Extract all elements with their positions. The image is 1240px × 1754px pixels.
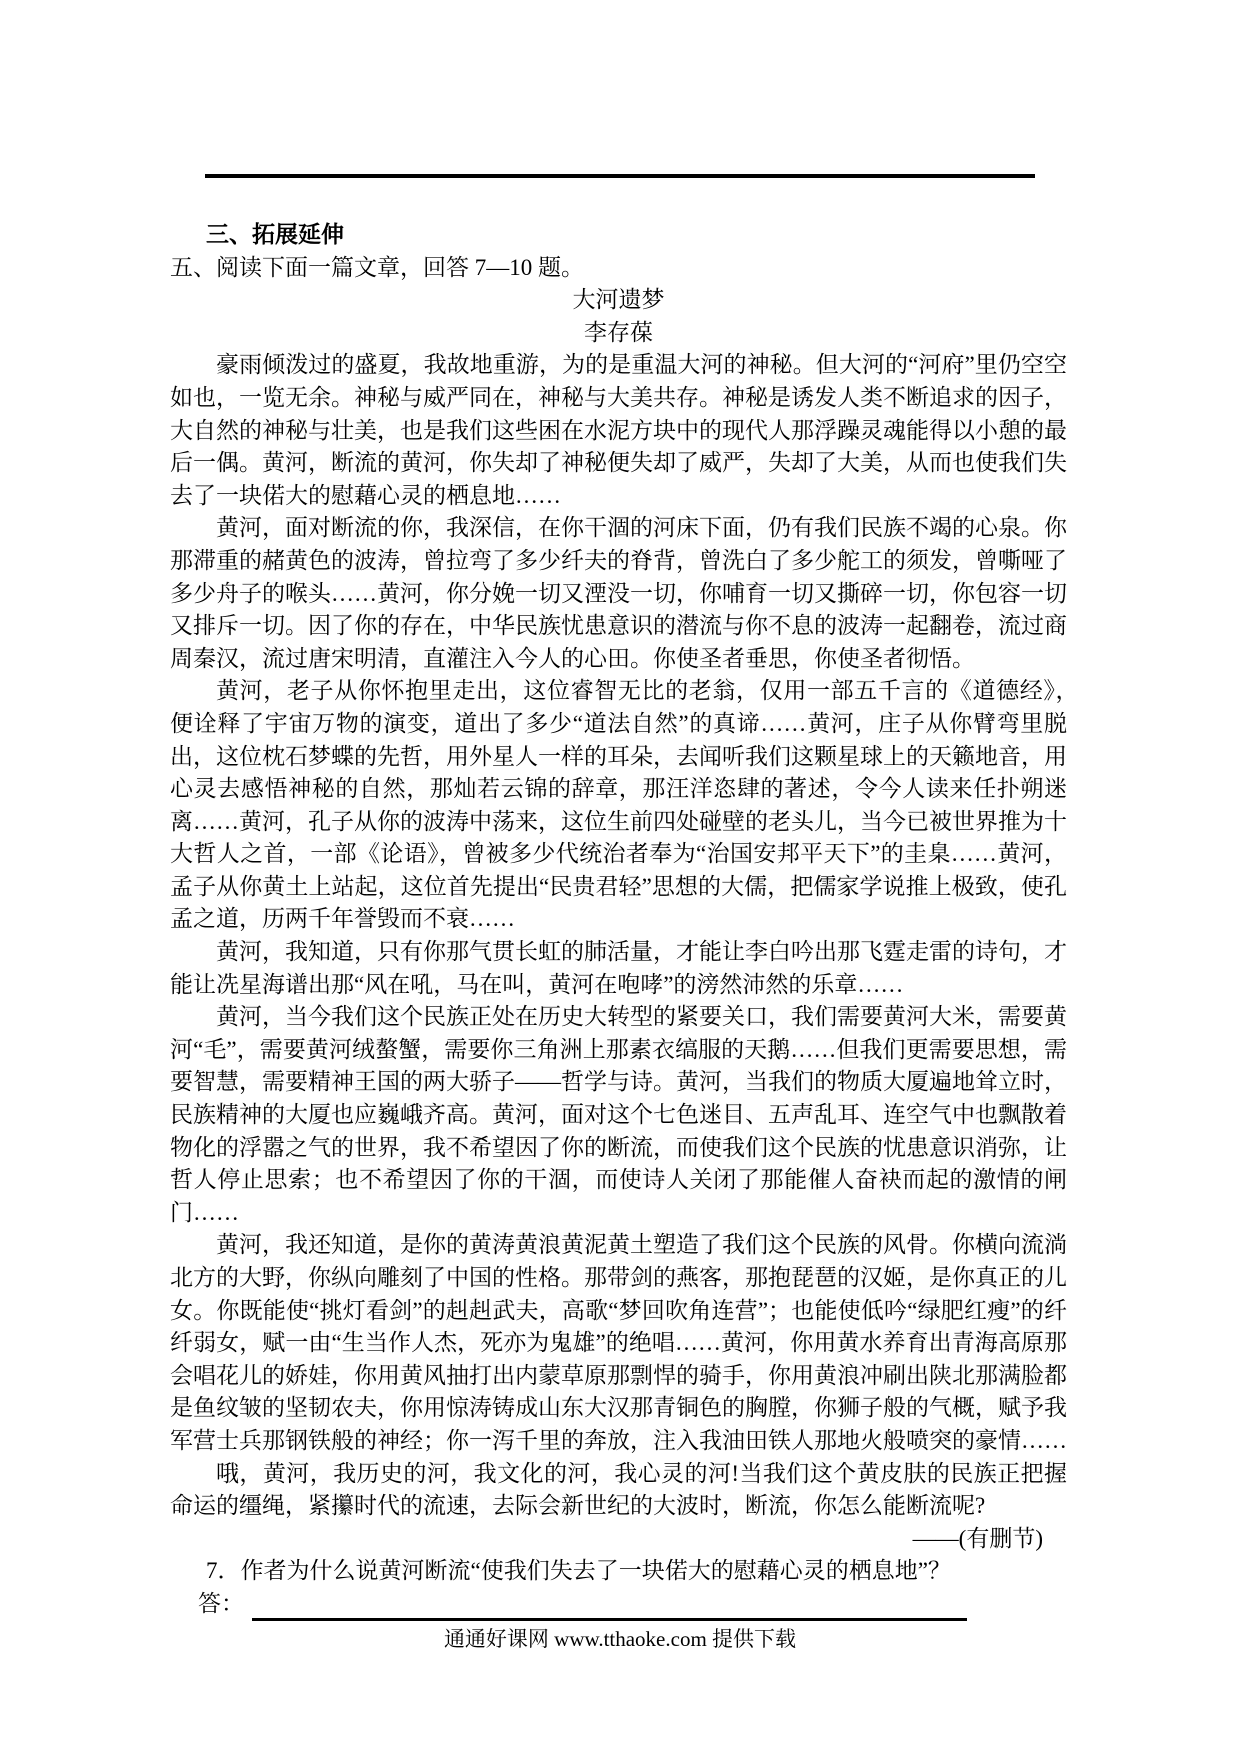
article-paragraph: 豪雨倾泼过的盛夏，我故地重游，为的是重温大河的神秘。但大河的“河府”里仍空空如也，一览无余。神秘与威严同在，神秘与大美共存。神秘是诱发人类不断追求的因子，大自然的神秘与壮美，也是我们这些困在水泥方块中的现代人那浮躁灵魂能得以小憩的最后一偶。黄河，断流的黄河，你失却了神秘便失却了威严，失却了大美，从而也使我们失去了一块偌大的慰藉心灵的栖息地…… — [170, 352, 1067, 508]
answer-blank-line — [252, 1591, 967, 1621]
article-paragraph: 黄河，当今我们这个民族正处在历史大转型的紧要关口，我们需要黄河大米，需要黄河“毛”，需要黄河绒螯蟹，需要你三角洲上那素衣缟服的天鹅……但我们更需要思想，需要智慧，需要精神王国的两大骄子——哲学与诗。黄河，当我们的物质大厦遍地耸立时，民族精神的大厦也应巍峨齐高。黄河，面对这个七色迷目、五声乱耳、连空气中也飘散着物化的浮嚣之气的世界，我不希望因了你的断流，而使我们这个民族的忧患意识消弥，让哲人停止思索；也不希望因了你的干涸，而使诗人关闭了那能催人奋袂而起的激情的闸门…… — [170, 1004, 1067, 1225]
header-divider-rule — [205, 174, 1035, 178]
answer-label: 答： — [198, 1590, 244, 1616]
article-attribution: ——(有删节) — [912, 1525, 1043, 1551]
document-content — [170, 219, 1113, 1621]
article-paragraph: 黄河，我还知道，是你的黄涛黄浪黄泥黄土塑造了我们这个民族的风骨。你横向流淌北方的大野，你纵向雕刻了中国的性格。那带剑的燕客，那抱琵琶的汉姬，是你真正的儿女。你既能使“挑灯看剑”的赳赳武夫，高歌“梦回吹角连营”；也能使低吟“绿肥红瘦”的纤纤弱女，赋一由“生当作人杰，死亦为鬼雄”的绝唱……黄河，你用黄水养育出青海高原那会唱花儿的娇娃，你用黄风抽打出内蒙草原那剽悍的骑手，你用黄浪冲刷出陕北那满脸都是鱼纹皱的坚韧农夫，你用惊涛铸成山东大汉那青铜色的胸膛，你狮子般的气概，赋予我军营士兵那钢铁般的神经；你一泻千里的奔放，注入我油田铁人那地火般喷突的豪情…… — [170, 1232, 1067, 1453]
article-paragraph: 黄河，面对断流的你，我深信，在你干涸的河床下面，仍有我们民族不竭的心泉。你那滞重的赭黄色的波涛，曾拉弯了多少纤夫的脊背，曾洗白了多少舵工的须发，曾嘶哑了多少舟子的喉头……黄河，你分娩一切又湮没一切，你哺育一切又撕碎一切，你包容一切又排斥一切。因了你的存在，中华民族忧患意识的潜流与你不息的波涛一起翻卷，流过商周秦汉，流过唐宋明清，直灌注入今人的心田。你使圣者垂思，你使圣者彻悟。 — [170, 515, 1067, 671]
article-author: 李存葆 — [584, 319, 653, 345]
reading-instruction: 五、阅读下面一篇文章，回答 7—10 题。 — [170, 254, 584, 280]
article-title: 大河遗梦 — [572, 287, 665, 313]
footer-text: 通通好课网 www.tthaoke.com 提供下载 — [443, 1627, 797, 1651]
section-title: 三、拓展延伸 — [206, 222, 344, 247]
article-paragraph: 黄河，我知道，只有你那气贯长虹的肺活量，才能让李白吟出那飞霆走雷的诗句，才能让冼星海谱出那“风在吼，马在叫，黄河在咆哮”的滂然沛然的乐章…… — [170, 939, 1067, 997]
article-paragraph: 黄河，老子从你怀抱里走出，这位睿智无比的老翁，仅用一部五千言的《道德经》， 便诠释了宇宙万物的演变，道出了多少“道法自然”的真谛……黄河，庄子从你臂弯里脱出，这位枕石梦蝶的先哲，用外星人一样的耳朵，去闻听我们这颗星球上的天籁地音，用心灵去感悟神秘的自然，那灿若云锦的辞章，那汪洋恣肆的著述，令今人读来任扑朔迷离……黄河，孔子从你的波涛中荡来，这位生前四处碰壁的老头儿，当今已被世界推为十大哲人之首，一部《论语》，曾被多少代统治者奉为“治国安邦平天下”的圭臬……黄河，孟子从你黄土上站起，这位首先提出“民贵君轻”思想的大儒，把儒家学说推上极致，使孔孟之道，历两千年誉毁而不衰…… — [170, 678, 1113, 932]
question-7: 7．作者为什么说黄河断流“使我们失去了一块偌大的慰藉心灵的栖息地”？ — [206, 1558, 951, 1584]
article-paragraph: 哦，黄河，我历史的河，我文化的河，我心灵的河!当我们这个黄皮肤的民族正把握命运的缰绳，紧攥时代的流速，去际会新世纪的大波时，断流，你怎么能断流呢? — [170, 1460, 1067, 1519]
answer-row — [170, 1588, 1067, 1621]
